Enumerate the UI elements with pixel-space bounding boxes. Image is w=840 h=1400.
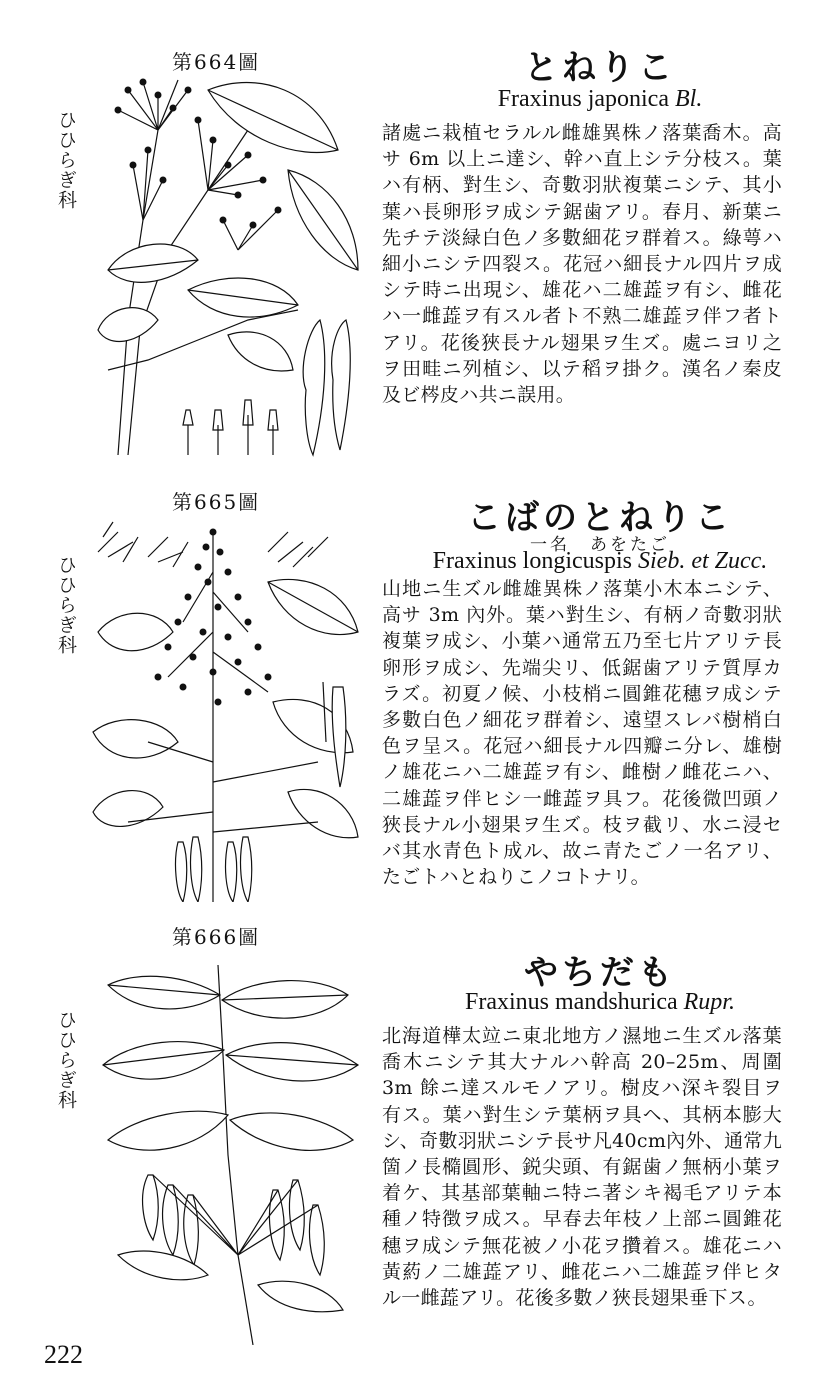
entry-tonerico: [0, 40, 840, 460]
author: Sieb. et Zucc.: [638, 548, 768, 574]
japanese-name: とねりこ: [524, 48, 676, 88]
scientific-name: [380, 548, 820, 575]
fraxinus-japonica-illustration: [88, 70, 370, 460]
description-text: 北海道樺太竝ニ東北地方ノ濕地ニ生ズル落葉喬木ニシテ其大ナルハ幹高 20–25m、周圍 3m 餘ニ達スルモノアリ。樹皮ハ深キ裂目ヲ有ス。葉ハ對生シテ葉柄ヲ具ヘ、其柄本膨大シ、奇數羽狀ニシテ長サ凡40cm內外、通常九箇ノ長橢圓形、鋭尖頭、有鋸歯ノ無柄小葉ヲ着ケ、其基部葉軸ニ特ニ著シキ褐毛アリテ本種ノ特徴ヲ成ス。早春去年枝ノ上部ニ圓錐花穗ヲ成シテ無花被ノ小花ヲ攢着ス。雄花ニハ黃葯ノ二雄蕋アリ、雌花ニハ二雄蕋ヲ伴ヒタル一雌蕋アリ。花後多數ノ狹長翅果垂下ス。: [382, 1025, 782, 1310]
family-label: ひひらぎ科: [55, 1010, 77, 1110]
genus-species: Fraxinus mandshurica: [465, 989, 678, 1015]
description-text: 山地ニ生ズル雌雄異株ノ落葉小木本ニシテ、高サ 3m 內外。葉ハ對生シ、有柄ノ奇數羽狀複葉ヲ成シ、小葉ハ通常五乃至七片アリテ長卵形ヲ成シ、先端尖リ、低鋸歯アリテ質厚カラズ。初夏ノ候、小枝梢ニ圓錐花穗ヲ成シテ多數白色ノ細花ヲ群着シ、遠望スレバ樹梢白色ヲ呈ス。花冠ハ細長ナル四瓣ニ分レ、雄樹ノ雄花ニハ二雄蕋ヲ有シ、雌樹ノ雌花ニハ、二雄蕋ヲ伴ヒシ一雌蕋ヲ具フ。花後微凹頭ノ狹長ナル小翅果ヲ生ズ。枝ヲ截リ、水ニ浸セバ其水青色ト成ル、故ニ青たごノ一名アリ、たごトハとねりこノコトナリ。: [382, 578, 782, 889]
family-label: ひひらぎ科: [55, 555, 77, 655]
family-label: ひひらぎ科: [55, 110, 77, 210]
alternate-name: 一名 あをたご: [530, 535, 670, 555]
page-number: 222: [44, 1340, 83, 1369]
scientific-name: [380, 86, 820, 113]
figure-label: 第666圖: [172, 925, 261, 949]
entry-yachidamo: [0, 915, 840, 1345]
japanese-name: こばのとねりこ: [467, 498, 733, 538]
description-text: 諸處ニ栽植セラルル雌雄異株ノ落葉喬木。高サ 6m 以上ニ達シ、幹ハ直上シテ分枝ス。葉ハ有柄、對生シ、奇數羽狀複葉ニシテ、其小葉ハ長卵形ヲ成シテ鋸歯アリ。春月、新葉ニ先チテ淡緑白色ノ多數細花ヲ群着ス。綠萼ハ細小ニシテ四裂ス。花冠ハ細長ナル四片ヲ成シテ時ニ出現シ、雄花ハ二雄蕋ヲ有シ、雌花ハ一雌蕋ヲ有スル者ト不熟二雄蕋ヲ伴フ者トアリ。花後狹長ナル翅果ヲ生ズ。處ニヨリ之ヲ田畦ニ列植シ、以テ稻ヲ掛ク。漢名ノ秦皮及ビ梣皮ハ共ニ誤用。: [382, 122, 782, 407]
genus-species: Fraxinus longicuspis: [432, 548, 633, 574]
entry-kobanotonerico: [0, 480, 840, 900]
japanese-name: やちだも: [524, 953, 676, 993]
scientific-name: [380, 989, 820, 1016]
genus-species: Fraxinus japonica: [497, 86, 669, 112]
fraxinus-longicuspis-illustration: [88, 512, 370, 902]
fraxinus-mandshurica-illustration: [88, 955, 370, 1345]
author: Rupr.: [683, 989, 735, 1015]
author: Bl.: [674, 86, 703, 112]
figure-label: 第664圖: [172, 50, 261, 74]
figure-label: 第665圖: [172, 490, 261, 514]
